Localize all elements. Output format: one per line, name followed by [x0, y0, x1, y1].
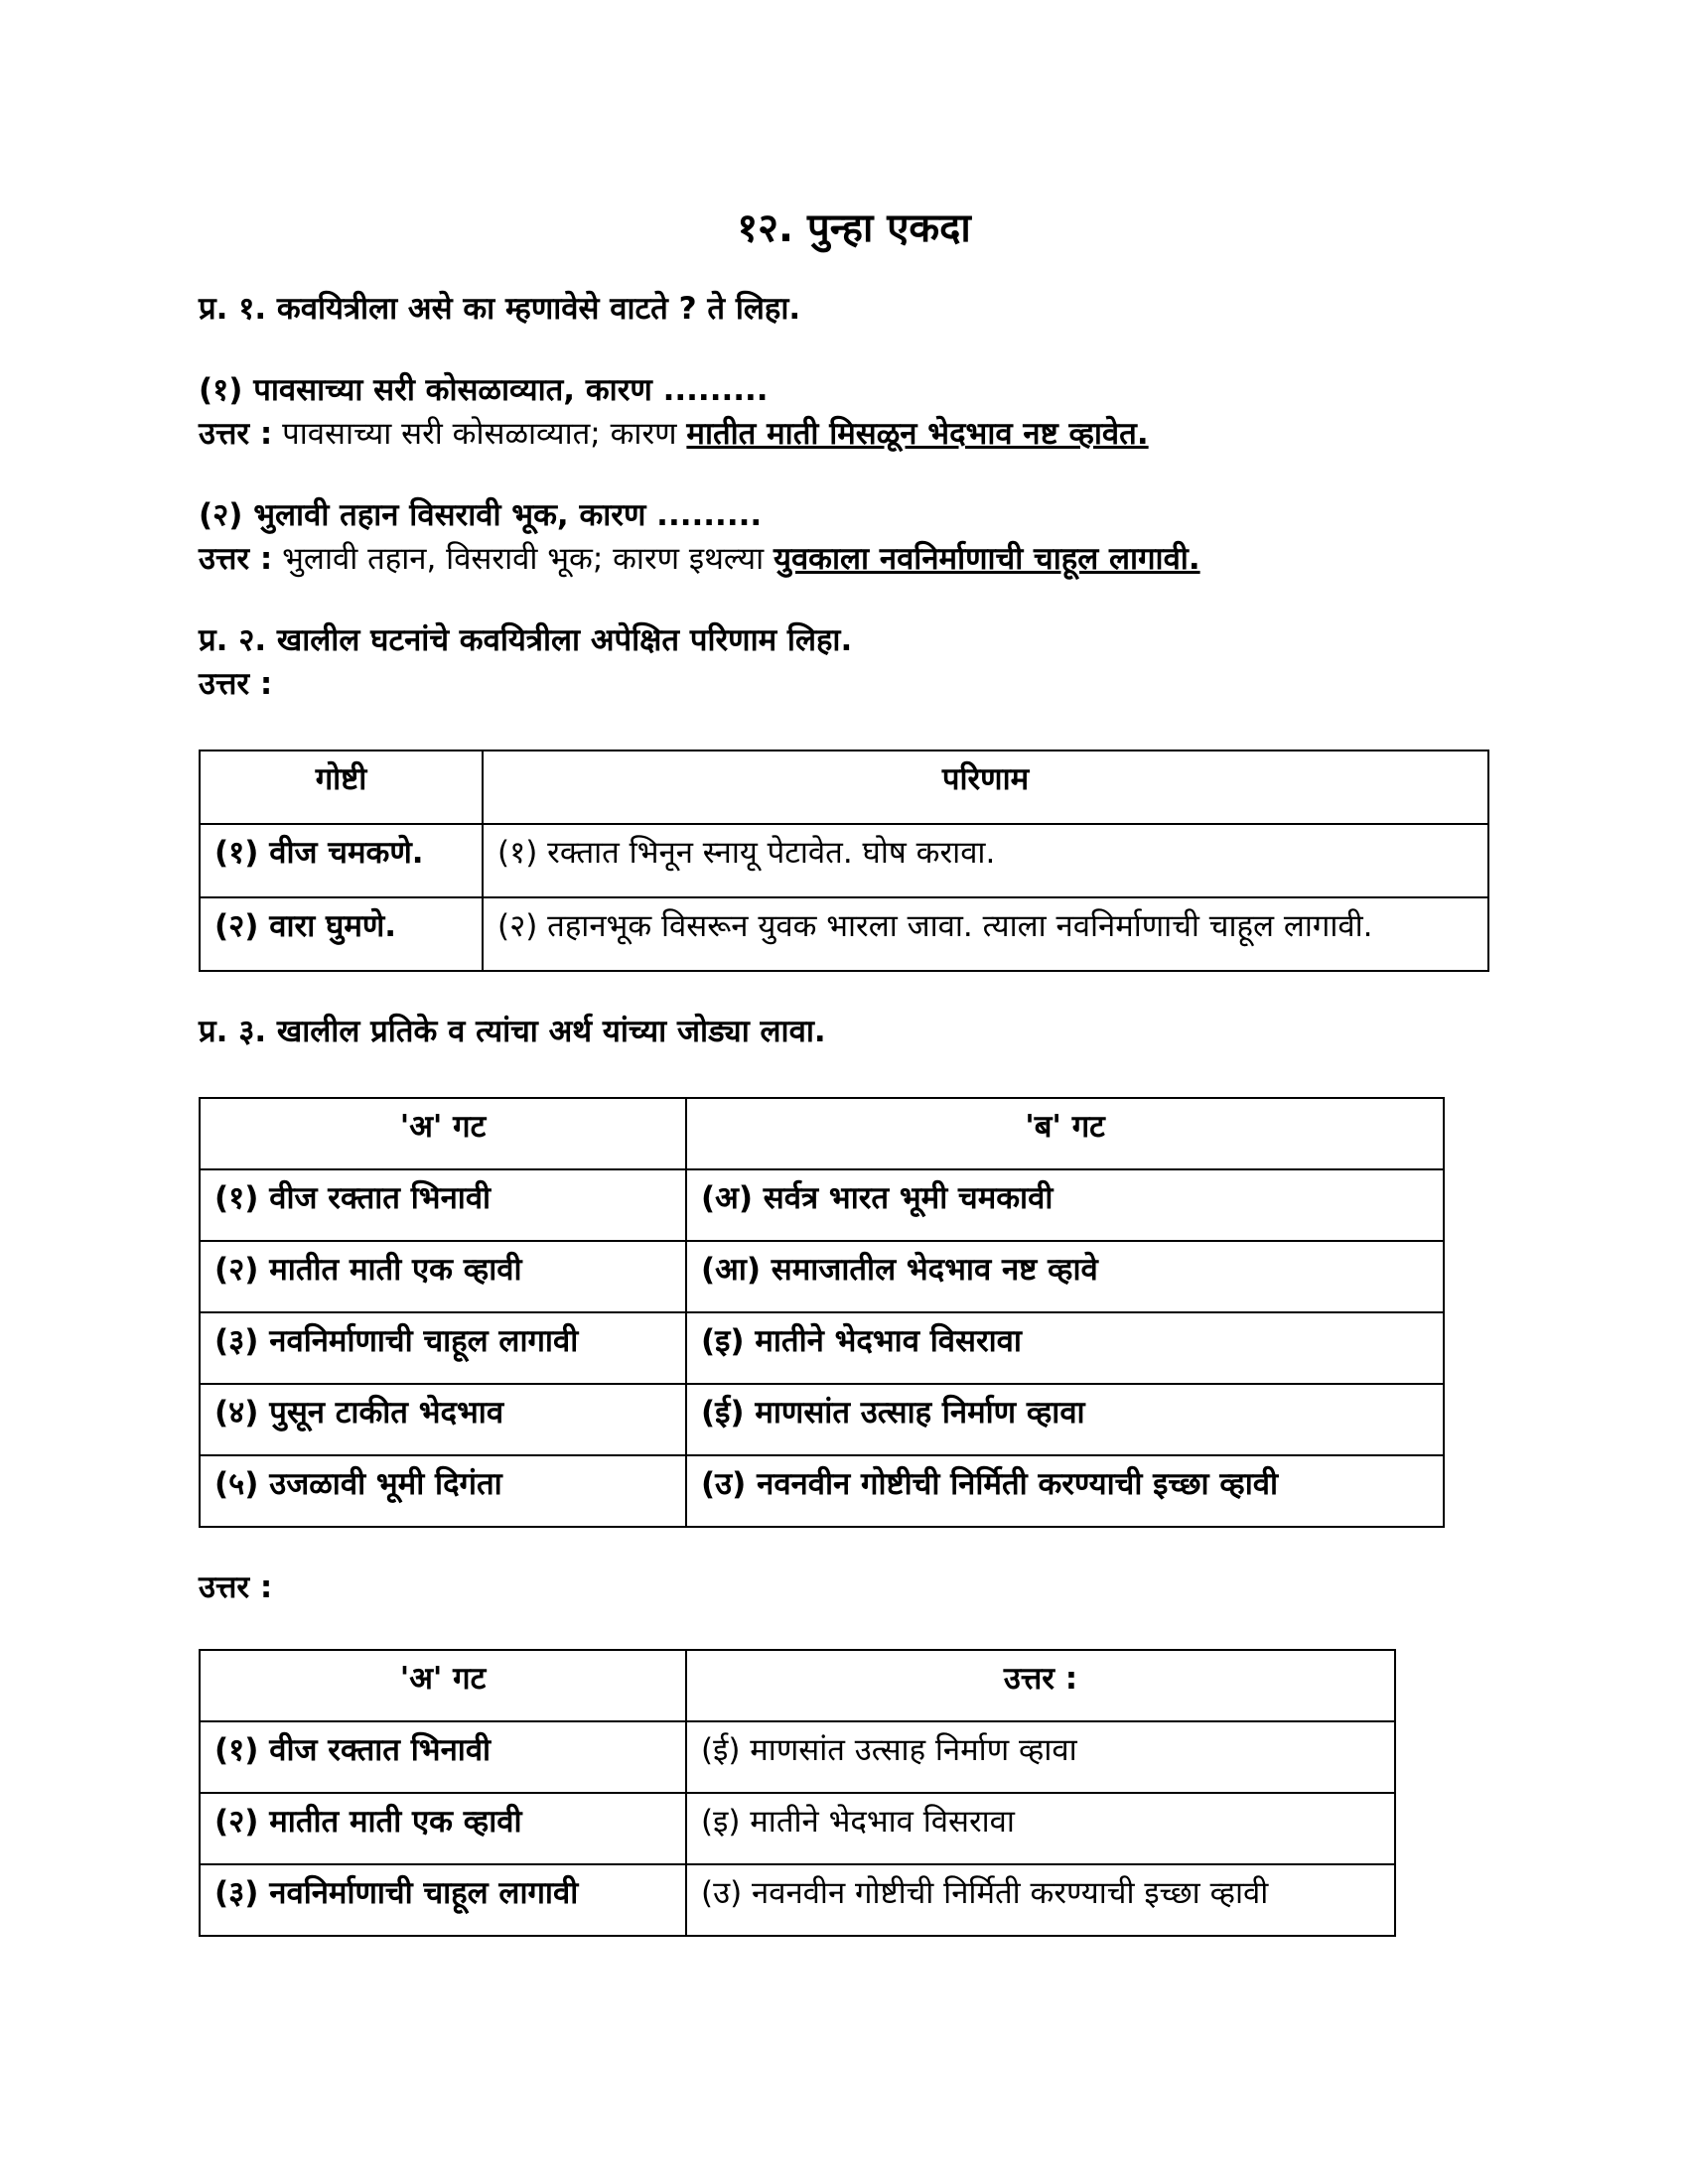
table-cell: (१) वीज चमकणे. — [200, 824, 483, 897]
results-table — [199, 750, 1489, 972]
table-cell: (१) रक्तात भिनून स्नायू पेटावेत. घोष करावा. — [483, 824, 1488, 897]
table-cell: (४) पुसून टाकीत भेदभाव — [200, 1384, 686, 1455]
page-title: १२. पुन्हा एकदा — [737, 205, 971, 251]
table-cell: (ई) माणसांत उत्साह निर्माण व्हावा — [686, 1721, 1395, 1793]
table-header-cell: 'अ' गट — [200, 1650, 686, 1721]
table-header-cell: गोष्टी — [200, 751, 483, 824]
answer-highlight: युवकाला नवनिर्माणाची चाहूल लागावी. — [773, 541, 1200, 577]
question-1-heading: प्र. १. कवयित्रीला असे का म्हणावेसे वाटते ? ते लिहा. — [199, 291, 801, 327]
answer-table — [199, 1649, 1396, 1937]
answer-highlight: मातीत माती मिसळून भेदभाव नष्ट व्हावेत. — [686, 416, 1149, 452]
answer-label: उत्तर : — [199, 416, 273, 452]
table-header-row — [200, 1098, 1444, 1169]
table-row — [200, 824, 1488, 897]
table-row — [200, 1864, 1395, 1936]
answer-label: उत्तर : — [199, 541, 273, 577]
table-header-row — [200, 751, 1488, 824]
question-1-1: (१) पावसाच्या सरी कोसळाव्यात, कारण ......... — [199, 372, 769, 408]
answer-text: भुलावी तहान, विसरावी भूक; कारण इथल्या — [272, 541, 774, 577]
table-cell: (आ) समाजातील भेदभाव नष्ट व्हावे — [686, 1241, 1444, 1312]
table-cell: (इ) मातीने भेदभाव विसरावा — [686, 1793, 1395, 1864]
question-3-heading: प्र. ३. खालील प्रतिके व त्यांचा अर्थ यांच्या जोड्या लावा. — [199, 1014, 826, 1049]
question-2-answer-label: उत्तर : — [199, 666, 273, 702]
table-cell: (३) नवनिर्माणाची चाहूल लागावी — [200, 1864, 686, 1936]
table-row — [200, 1455, 1444, 1527]
table-cell: (३) नवनिर्माणाची चाहूल लागावी — [200, 1312, 686, 1384]
table-header-cell: परिणाम — [483, 751, 1488, 824]
table-cell: (२) मातीत माती एक व्हावी — [200, 1241, 686, 1312]
table-cell: (उ) नवनवीन गोष्टीची निर्मिती करण्याची इच्छा व्हावी — [686, 1864, 1395, 1936]
table-cell: (५) उजळावी भूमी दिगंता — [200, 1455, 686, 1527]
table-cell: (२) तहानभूक विसरून युवक भारला जावा. त्याला नवनिर्माणाची चाहूल लागावी. — [483, 897, 1488, 971]
table-cell: (इ) मातीने भेदभाव विसरावा — [686, 1312, 1444, 1384]
table-row — [200, 1721, 1395, 1793]
table-cell: (२) मातीत माती एक व्हावी — [200, 1793, 686, 1864]
table-cell: (१) वीज रक्तात भिनावी — [200, 1169, 686, 1241]
table-cell: (ई) माणसांत उत्साह निर्माण व्हावा — [686, 1384, 1444, 1455]
table-row — [200, 897, 1488, 971]
document-page — [199, 199, 1509, 1937]
table-row — [200, 1793, 1395, 1864]
table-header-cell: 'ब' गट — [686, 1098, 1444, 1169]
table-row — [200, 1312, 1444, 1384]
question-2-heading: प्र. २. खालील घटनांचे कवयित्रीला अपेक्षित परिणाम लिहा. — [199, 622, 853, 658]
table-row — [200, 1384, 1444, 1455]
table-cell: (२) वारा घुमणे. — [200, 897, 483, 971]
answer-1-2 — [199, 537, 1509, 581]
table-cell: (अ) सर्वत्र भारत भूमी चमकावी — [686, 1169, 1444, 1241]
table-header-cell: 'अ' गट — [200, 1098, 686, 1169]
table-cell: (उ) नवनवीन गोष्टीची निर्मिती करण्याची इच्छा व्हावी — [686, 1455, 1444, 1527]
table-header-cell: उत्तर : — [686, 1650, 1395, 1721]
question-1-2: (२) भुलावी तहान विसरावी भूक, कारण ......... — [199, 497, 763, 533]
table-row — [200, 1169, 1444, 1241]
table-cell: (१) वीज रक्तात भिनावी — [200, 1721, 686, 1793]
table-row — [200, 1241, 1444, 1312]
question-3-answer-label: उत्तर : — [199, 1570, 273, 1605]
table-header-row — [200, 1650, 1395, 1721]
answer-text: पावसाच्या सरी कोसळाव्यात; कारण — [272, 416, 687, 452]
match-table — [199, 1097, 1445, 1528]
answer-1-1 — [199, 412, 1509, 456]
